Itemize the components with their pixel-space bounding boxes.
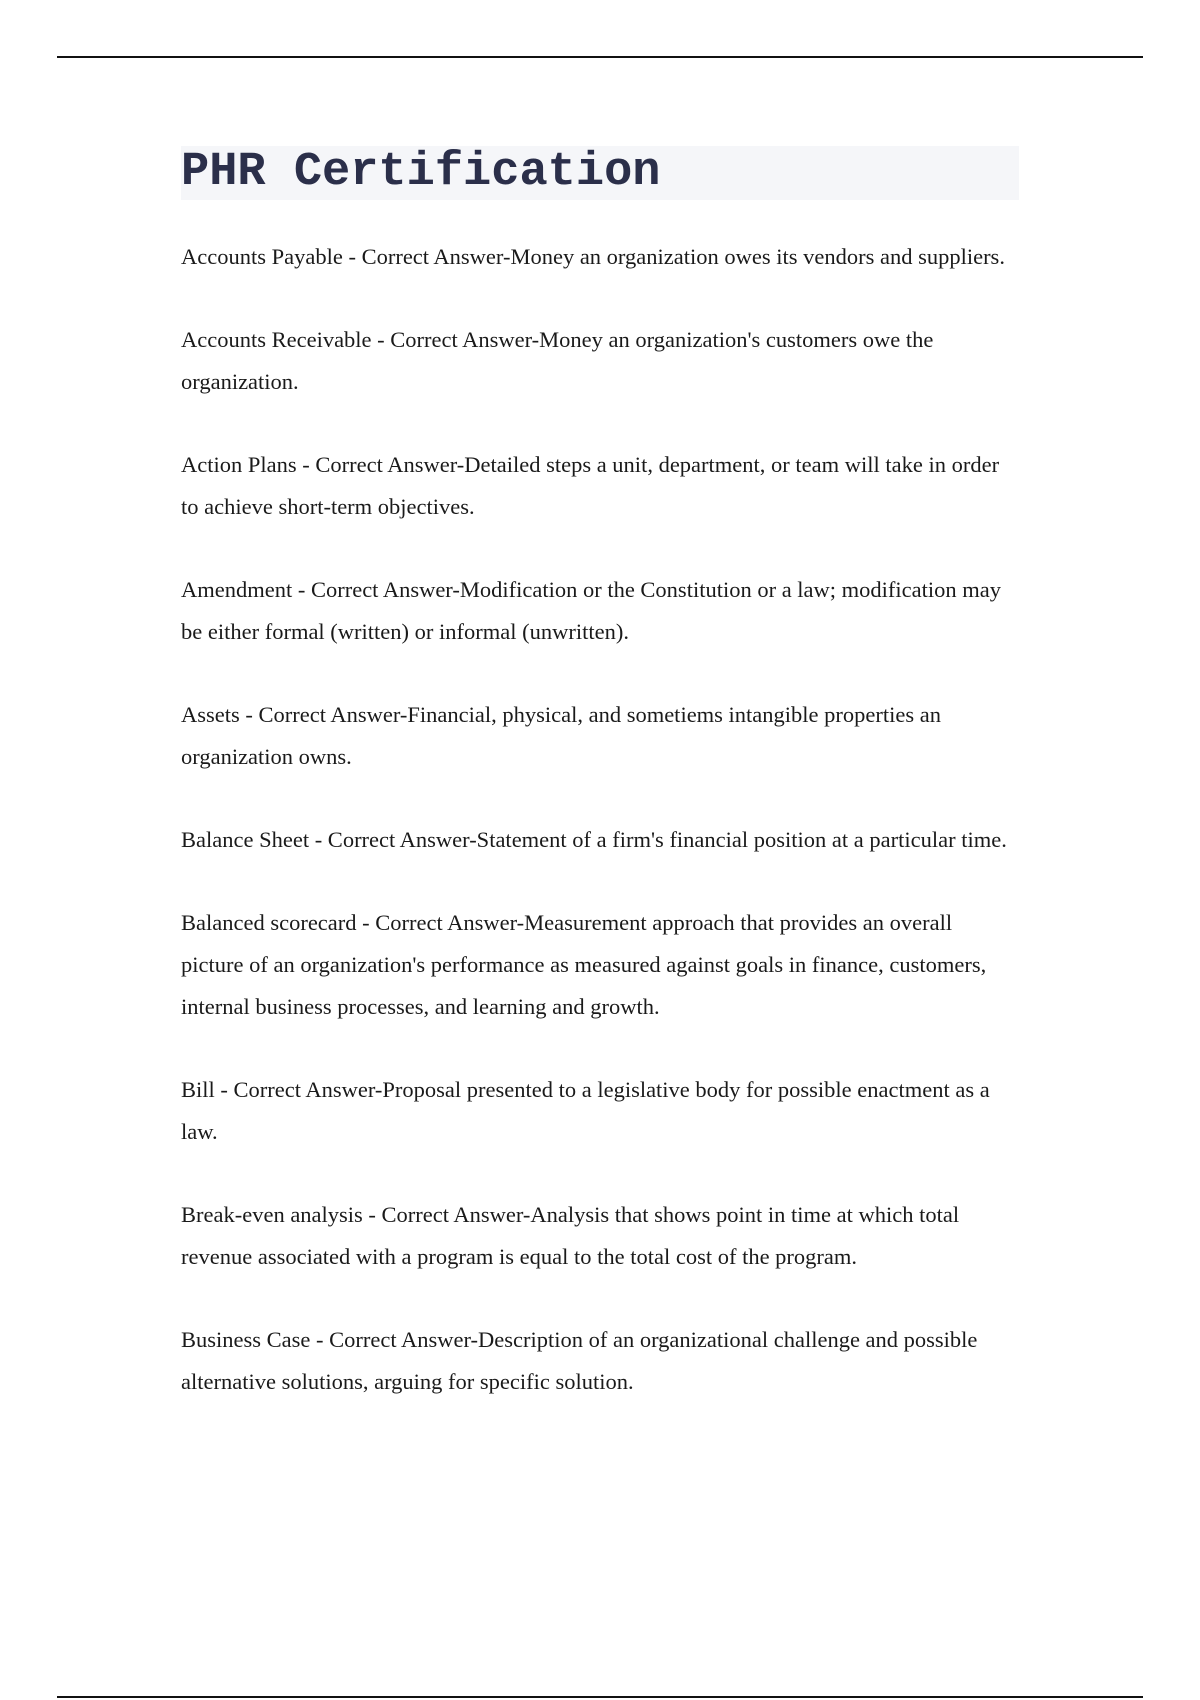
entry-action-plans: Action Plans - Correct Answer-Detailed steps a unit, department, or team will take in order to achieve short-term objectives. bbox=[181, 452, 1000, 519]
entry-accounts-receivable: Accounts Receivable - Correct Answer-Money an organization's customers owe the organization. bbox=[181, 327, 934, 394]
entry-amendment: Amendment - Correct Answer-Modification or the Constitution or a law; modification may be either formal (written) or informal (unwritten). bbox=[181, 577, 1001, 644]
entry-bill: Bill - Correct Answer-Proposal presented to a legislative body for possible enactment as a law. bbox=[181, 1077, 990, 1144]
entry-assets: Assets - Correct Answer-Financial, physical, and sometiems intangible properties an organization owns. bbox=[181, 702, 941, 769]
entry-break-even-analysis: Break-even analysis - Correct Answer-Analysis that shows point in time at which total revenue associated with a program is equal to the total cost of the program. bbox=[181, 1202, 960, 1269]
entry-balance-sheet: Balance Sheet - Correct Answer-Statement of a firm's financial position at a particular time. bbox=[181, 827, 1007, 852]
page-title: PHR Certification bbox=[181, 146, 661, 199]
bottom-rule bbox=[57, 1696, 1143, 1698]
entry-balanced-scorecard: Balanced scorecard - Correct Answer-Measurement approach that provides an overall picture of an organization's performance as measured against goals in finance, customers, internal business processes, and learning and growth. bbox=[181, 910, 987, 1019]
top-rule bbox=[57, 56, 1143, 58]
entry-list bbox=[181, 236, 1019, 1444]
entry-business-case: Business Case - Correct Answer-Description of an organizational challenge and possible alternative solutions, arguing for specific solution. bbox=[181, 1327, 978, 1394]
entry-accounts-payable: Accounts Payable - Correct Answer-Money an organization owes its vendors and suppliers. bbox=[181, 244, 1005, 269]
